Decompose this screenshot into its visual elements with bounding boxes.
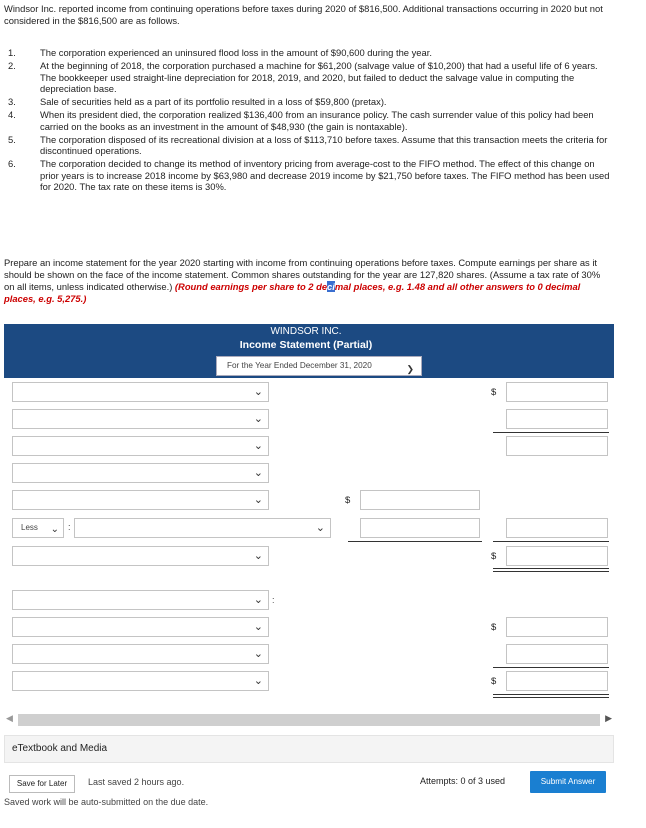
chevron-down-icon: ⌄ [253,675,263,687]
income-statement-panel: WINDSOR INC. Income Statement (Partial) For the Year Ended December 31, 2020 ❯ ⌄ $ ⌄ ⌄ ⌄ ⌄ $ Less ⌄ : ⌄ ⌄ $ ⌄ : ⌄ $ ⌄ ⌄ $ [4,324,614,707]
autosubmit-note: Saved work will be auto-submitted on the due date. [4,797,209,807]
double-underline [493,697,609,698]
row-4-account-select[interactable] [12,463,269,483]
row-9-account-select[interactable] [12,617,269,637]
chevron-down-icon: ⌄ [253,386,263,398]
row-1-amount-input[interactable] [506,382,608,402]
statement-header [4,324,614,378]
row-10-account-select[interactable] [12,644,269,664]
chevron-down-icon: ⌄ [50,524,59,535]
list-item: 6. The corporation decided to change its method of inventory pricing from average-cost to the FIFO method. The effect of this change on prior years is to increase 2018 income by $63,980 and decrease 2019 income by $21,750 before taxes. The FIFO method has been used for 2020. The tax rate on these items is 30%. [8,158,610,192]
row-9-amount-input[interactable] [506,617,608,637]
etextbook-media-link[interactable]: eTextbook and Media [4,735,614,763]
list-item: 3. Sale of securities held as a part of its portfolio resulted in a loss of $59,800 (pretax). [8,96,387,107]
chevron-down-icon: ⌄ [253,467,263,479]
rounding-note: (Round earnings per share to 2 decimal places, e.g. 1.48 and all other answers to 0 decimal places, e.g. 5,275.) [4,281,581,304]
scrollbar-thumb[interactable] [18,714,600,726]
chevron-down-icon: ⌄ [253,648,263,660]
dollar-sign: $ [491,622,497,633]
chevron-down-icon: ⌄ [253,621,263,633]
last-saved-status: Last saved 2 hours ago. [88,777,185,787]
less-select[interactable]: Less ⌄ [12,518,64,538]
scroll-right-icon[interactable]: ▶ [605,713,612,723]
chevron-down-icon: ⌄ [315,522,325,534]
chevron-down-icon: ⌄ [253,594,263,606]
transactions-list [4,47,614,194]
period-select[interactable]: For the Year Ended December 31, 2020 ❯ [216,356,422,376]
row-7-account-select[interactable] [12,546,269,566]
chevron-down-icon: ⌄ [253,550,263,562]
chevron-down-icon: ⌄ [253,440,263,452]
row-8-account-select[interactable] [12,590,269,610]
dollar-sign: $ [491,676,497,687]
underline [493,541,609,542]
underline [348,541,482,542]
row-10-amount-input[interactable] [506,644,608,664]
underline [493,667,609,668]
row-1-account-select[interactable] [12,382,269,402]
dollar-sign: $ [491,551,497,562]
list-item: 2. At the beginning of 2018, the corporation purchased a machine for $61,200 (salvage value of $10,200) that had a useful life of 6 years. The bookkeeper used straight-line depreciation for 2018, 2019, and 2020, but failed to deduct the salvage value in computing the depreciation base. [8,60,598,94]
chevron-down-icon: ❯ [406,364,414,374]
row-2-account-select[interactable] [12,409,269,429]
row-3-amount-input[interactable] [506,436,608,456]
row-2-amount-input[interactable] [506,409,608,429]
company-name: WINDSOR INC. [270,326,342,337]
dollar-sign: $ [345,495,351,506]
submit-answer-button[interactable]: Submit Answer [530,771,606,793]
row-6-amount-input[interactable] [360,518,480,538]
instructions: Prepare an income statement for the year 2020 starting with income from continuing operations before taxes. Compute earnings per share as it should be shown on the face of the income statement. Common shares outstanding for the year are 127,820 shares. (Assume a tax rate of 30% on all items, unless indicated otherwise.) (Round earnings per share to 2 decimal places, e.g. 1.48 and all other answers to 0 decimal places, e.g. 5,275.) [4,257,601,304]
row-6-account-select[interactable] [74,518,331,538]
attempts-counter: Attempts: 0 of 3 used [420,776,506,786]
underline [493,568,609,569]
row-11-account-select[interactable] [12,671,269,691]
row-5-amount-input[interactable] [360,490,480,510]
list-item: 1. The corporation experienced an uninsured flood loss in the amount of $90,600 during the year. [8,47,432,58]
statement-title: Income Statement (Partial) [239,339,373,351]
save-for-later-button[interactable]: Save for Later [9,775,75,793]
double-underline [493,571,609,572]
list-item: 4. When its president died, the corporation realized $136,400 from an insurance policy. The cash surrender value of this policy had been carried on the books as an investment in the amount of $48,930 (the gain is nontaxable). [8,109,594,132]
underline [493,694,609,695]
scroll-left-icon[interactable]: ◀ [6,713,13,723]
dollar-sign: $ [491,387,497,398]
horizontal-scrollbar[interactable] [4,713,614,727]
problem-intro: Windsor Inc. reported income from continuing operations before taxes during 2020 of $816,500. Additional transactions occurring in 2020 but not considered in the $816,500 are as follows. [4,3,603,27]
chevron-down-icon: ⌄ [253,494,263,506]
row-3-account-select[interactable] [12,436,269,456]
row-5-account-select[interactable] [12,490,269,510]
chevron-down-icon: ⌄ [253,413,263,425]
row-11-amount-input[interactable] [506,671,608,691]
list-item: 5. The corporation disposed of its recreational division at a loss of $113,710 before taxes. Assume that this transaction meets the criteria for discontinued operations. [8,133,608,156]
row-6-total-input[interactable] [506,518,608,538]
row-7-amount-input[interactable] [506,546,608,566]
underline [493,432,609,433]
